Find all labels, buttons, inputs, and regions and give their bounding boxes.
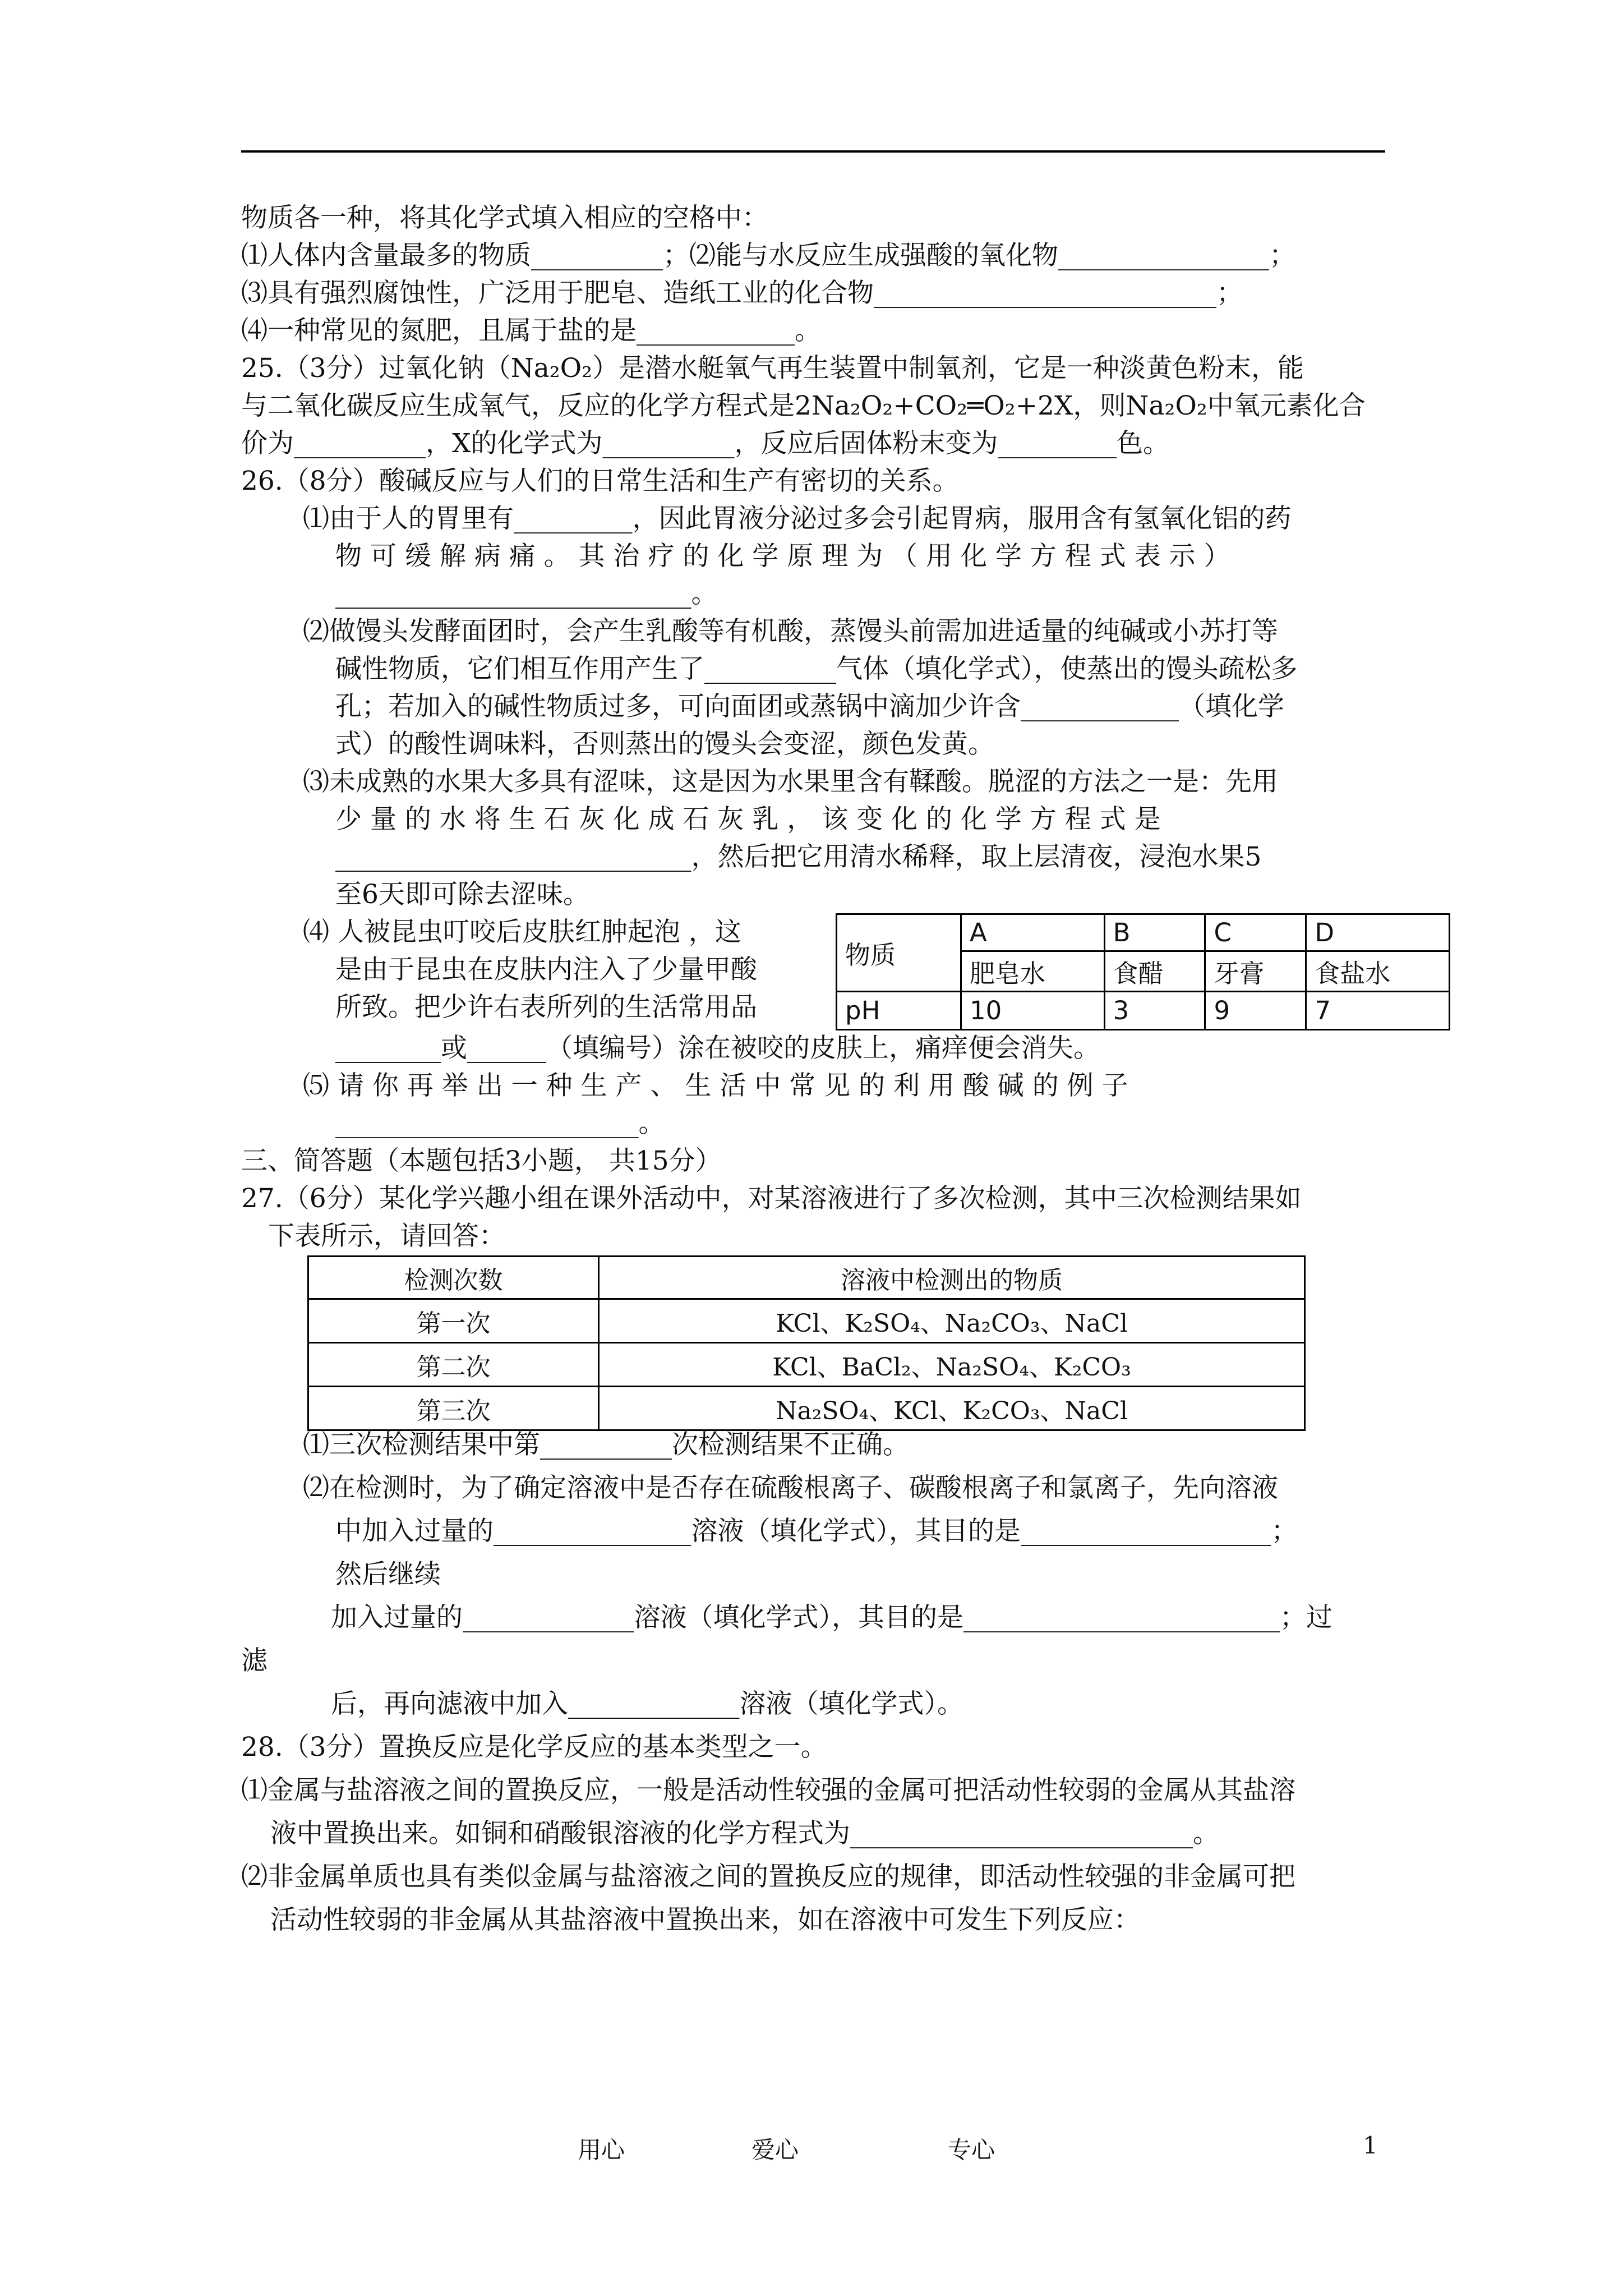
text-line: ⑴由于人的胃里有_________，因此胃液分泌过多会引起胃病，服用含有氢氧化铝的药 [303, 503, 1292, 534]
detection-row-label: 第二次 [308, 1343, 599, 1387]
detection-header: 检测次数 [308, 1257, 599, 1299]
text-line: ⑴金属与盐溶液之间的置换反应，一般是活动性较强的金属可把活动性较弱的金属从其盐溶 [241, 1775, 1295, 1806]
ph-table-code: D [1306, 914, 1450, 951]
text-line: ⑸ 请 你 再 举 出 一 种 生 产 、 生 活 中 常 见 的 利 用 酸 碱 的 例 子 [303, 1070, 1128, 1101]
ph-table-value: 7 [1306, 992, 1450, 1030]
text-line: ⑶未成熟的水果大多具有涩味，这是因为水果里含有鞣酸。脱涩的方法之一是：先用 [303, 766, 1278, 797]
text-line: 然后继续 [335, 1559, 441, 1590]
detection-table [307, 1255, 1306, 1431]
text-line: 加入过量的_____________溶液（填化学式），其目的是________________________；过 [331, 1602, 1332, 1633]
text-line: 液中置换出来。如铜和硝酸银溶液的化学方程式为__________________________。 [270, 1818, 1219, 1849]
ph-table-name: 牙膏 [1205, 951, 1306, 992]
detection-row-value: Na₂SO₄、KCl、K₂CO₃、NaCl [599, 1387, 1305, 1430]
ph-table-value: 9 [1205, 992, 1306, 1030]
detection-row-label: 第三次 [308, 1387, 599, 1430]
footer-text: 用心 [578, 2136, 625, 2164]
ph-table-label-substance: 物质 [837, 914, 961, 992]
text-line: 中加入过量的_______________溶液（填化学式），其目的是___________________； [335, 1516, 1298, 1547]
text-line: 后，再向滤液中加入_____________溶液（填化学式）。 [331, 1688, 963, 1719]
detection-header: 溶液中检测出的物质 [599, 1257, 1305, 1299]
text-line: 物 可 缓 解 病 痛 。 其 治 疗 的 化 学 原 理 为 （ 用 化 学 方 程 式 表 示 ） [335, 541, 1230, 572]
page-number: 1 [1363, 2132, 1378, 2159]
ph-table-name: 食醋 [1104, 951, 1205, 992]
ph-table-value: 10 [961, 992, 1105, 1030]
text-line: 25.（3分）过氧化钠（Na₂O₂）是潜水艇氧气再生装置中制氧剂，它是一种淡黄色粉末，能 [241, 353, 1304, 384]
text-line: 价为__________，X的化学式为__________，反应后固体粉末变为_________色。 [241, 428, 1169, 459]
footer-text: 爱心 [751, 2136, 799, 2164]
ph-table [836, 913, 1450, 1030]
text-line: 式）的酸性调味料，否则蒸出的馒头会变涩，颜色发黄。 [335, 729, 994, 760]
text-line: _______________________。 [335, 1108, 665, 1139]
text-line: 孔；若加入的碱性物质过多，可向面团或蒸锅中滴加少许含____________（填化学 [335, 691, 1284, 722]
text-line: ⑷ 人被昆虫叮咬后皮肤红肿起泡 ，这 [303, 917, 741, 947]
ph-table-name: 肥皂水 [961, 951, 1105, 992]
text-line: 是由于昆虫在皮肤内注入了少量甲酸 [335, 954, 757, 985]
ph-table-code: A [961, 914, 1105, 951]
ph-table-code: C [1205, 914, 1306, 951]
ph-table-code: B [1104, 914, 1205, 951]
text-line: ________或______（填编号）涂在被咬的皮肤上，痛痒便会消失。 [335, 1033, 1100, 1064]
text-line: ⑷一种常见的氮肥，且属于盐的是____________。 [241, 315, 821, 346]
text-line: ⑵在检测时，为了确定溶液中是否存在硫酸根离子、碳酸根离子和氯离子，先向溶液 [303, 1473, 1278, 1503]
header-rule [241, 150, 1385, 153]
text-line: 至6天即可除去涩味。 [335, 879, 589, 910]
text-line: ⑵非金属单质也具有类似金属与盐溶液之间的置换反应的规律，即活动性较强的非金属可把 [241, 1861, 1295, 1892]
text-line: ⑶具有强烈腐蚀性，广泛用于肥皂、造纸工业的化合物__________________________； [241, 278, 1243, 309]
text-line: ⑴三次检测结果中第__________次检测结果不正确。 [303, 1429, 909, 1460]
text-line: 物质各一种，将其化学式填入相应的空格中： [241, 203, 768, 233]
text-line: 活动性较弱的非金属从其盐溶液中置换出来，如在溶液中可发生下列反应： [270, 1904, 1140, 1935]
text-line: 27.（6分）某化学兴趣小组在课外活动中，对某溶液进行了多次检测，其中三次检测结果如 [241, 1183, 1302, 1214]
text-line: 碱性物质，它们相互作用产生了__________气体（填化学式），使蒸出的馒头疏松多 [335, 654, 1298, 684]
ph-table-value: 3 [1104, 992, 1205, 1030]
section-heading: 三、简答题（本题包括3小题， 共15分） [241, 1145, 722, 1176]
text-line: ___________________________。 [335, 578, 718, 609]
text-line: 26.（8分）酸碱反应与人们的日常生活和生产有密切的关系。 [241, 466, 959, 496]
text-line: ⑵做馒头发酵面团时，会产生乳酸等有机酸，蒸馒头前需加进适量的纯碱或小苏打等 [303, 616, 1278, 647]
text-line: 少 量 的 水 将 生 石 灰 化 成 石 灰 乳 ， 该 变 化 的 化 学 方 程 式 是 [335, 804, 1161, 835]
detection-row-label: 第一次 [308, 1299, 599, 1343]
text-line: 所致。把少许右表所列的生活常用品 [335, 992, 757, 1023]
detection-row-value: KCl、BaCl₂、Na₂SO₄、K₂CO₃ [599, 1343, 1305, 1387]
ph-table-name: 食盐水 [1306, 951, 1450, 992]
text-line: 28.（3分）置换反应是化学反应的基本类型之一。 [241, 1732, 827, 1763]
text-line: 与二氧化碳反应生成氧气，反应的化学方程式是2Na₂O₂+CO₂═O₂+2X，则Na₂O₂中氧元素化合 [241, 390, 1366, 421]
footer-text: 专心 [948, 2136, 995, 2164]
ph-table-label-ph: pH [837, 992, 961, 1030]
detection-row-value: KCl、K₂SO₄、Na₂CO₃、NaCl [599, 1299, 1305, 1343]
text-line: ___________________________，然后把它用清水稀释，取上层清夜，浸泡水果5 [335, 841, 1262, 872]
text-line: ⑴人体内含量最多的物质__________；⑵能与水反应生成强酸的氧化物________________； [241, 240, 1295, 271]
text-line: 滤 [241, 1645, 268, 1676]
text-line: 下表所示，请回答： [268, 1221, 505, 1251]
